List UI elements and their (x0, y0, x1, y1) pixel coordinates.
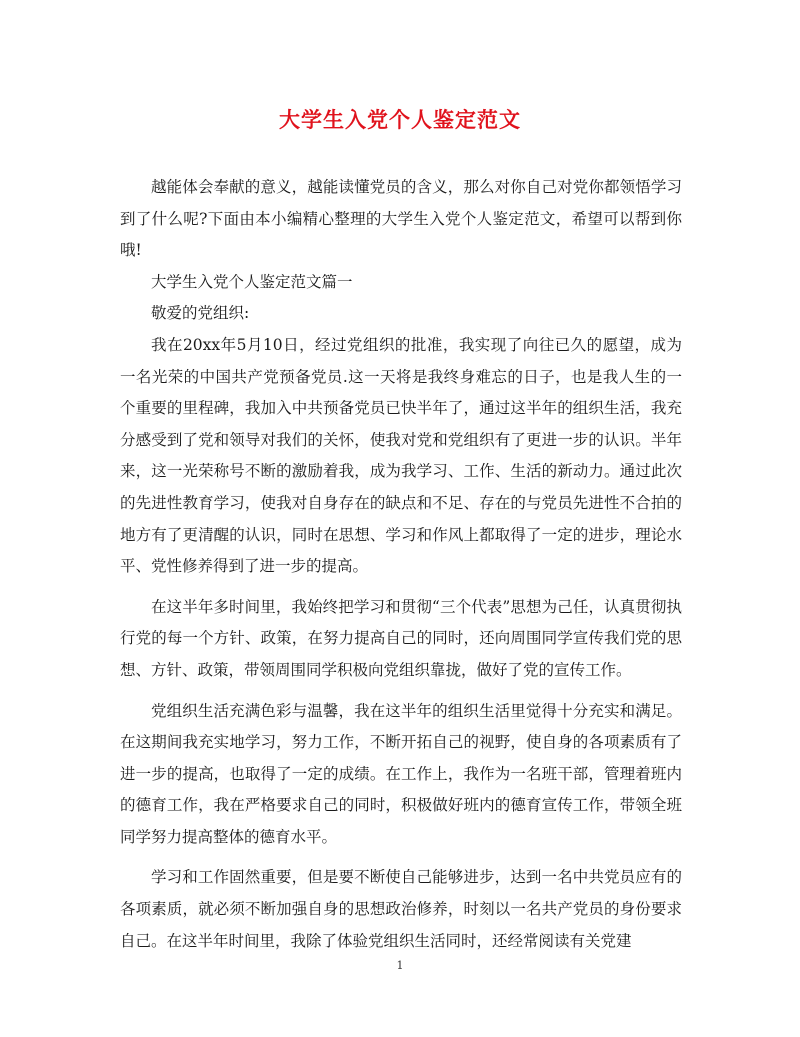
page-number: 1 (396, 959, 404, 972)
body-paragraph: 我在20xx年5月10日，经过党组织的批准，我实现了向往已久的愿望，成为一名光荣的中国共产党预备党员.这一天将是我终身难忘的日子，也是我人生的一个重要的里程碑，我加入中共预备党员已快半年了，通过这半年的组织生活，我充分感受到了党和领导对我们的关怀，使我对党和党组织有了更进一步的认识。半年来，这一光荣称号不断的激励着我，成为我学习、工作、生活的新动力。通过此次的先进性教育学习，使我对自身存在的缺点和不足、存在的与党员先进性不合拍的地方有了更清醒的认识，同时在思想、学习和作风上都取得了一定的进步，理论水平、党性修养得到了进一步的提高。 (120, 335, 682, 576)
section-heading: 大学生入党个人鉴定范文篇一 (151, 272, 353, 291)
body-paragraph: 党组织生活充满色彩与温馨，我在这半年的组织生活里觉得十分充实和满足。在这期间我充实地学习，努力工作，不断开拓自己的视野，使自身的各项素质有了进一步的提高，也取得了一定的成绩。在工作上，我作为一名班干部，管理着班内的德育工作，我在严格要求自己的同时，积极做好班内的德育宣传工作，带领全班同学努力提高整体的德育水平。 (120, 701, 682, 846)
body-paragraph: 学习和工作固然重要，但是要不断使自己能够进步，达到一名中共党员应有的各项素质，就必须不断加强自身的思想政治修养，时刻以一名共产党员的身份要求自己。在这半年时间里，我除了体验党组织生活同时，还经常阅读有关党建 (120, 868, 682, 950)
salutation: 敬爱的党组织: (151, 304, 250, 323)
intro-paragraph: 越能体会奉献的意义，越能读懂党员的含义，那么对你自己对党你都领悟学习到了什么呢?下面由本小编精心整理的大学生入党个人鉴定范文，希望可以帮到你哦! (120, 178, 682, 260)
document-body (120, 172, 682, 957)
body-paragraph: 在这半年多时间里，我始终把学习和贯彻“三个代表”思想为己任，认真贯彻执行党的每一个方针、政策，在努力提高自己的同时，还向周围同学宣传我们党的思想、方针、政策，带领周围同学积极向党组织靠拢，做好了党的宣传工作。 (120, 597, 682, 679)
document-title: 大学生入党个人鉴定范文 (279, 107, 521, 132)
